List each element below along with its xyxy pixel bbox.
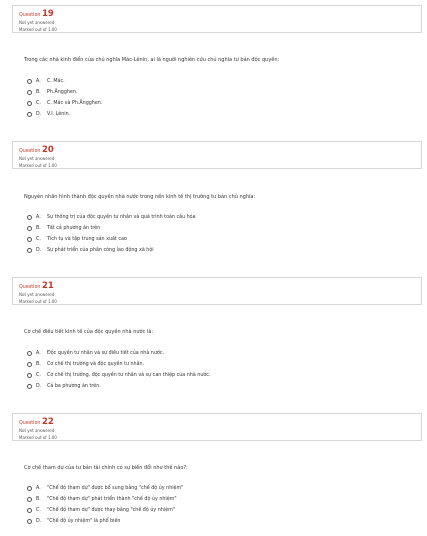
option-letter: B. xyxy=(36,225,41,231)
answer-option-d[interactable] xyxy=(27,110,70,118)
option-text: "Chế độ ủy nhiệm" là phổ biến xyxy=(47,518,121,524)
radio-icon[interactable] xyxy=(27,90,32,95)
radio-icon[interactable] xyxy=(27,508,32,513)
question-label: Question xyxy=(19,285,41,290)
option-letter: D. xyxy=(36,111,42,117)
radio-icon[interactable] xyxy=(27,79,32,84)
question-state: Not yet answered xyxy=(19,292,55,297)
question-grade: Marked out of 1.00 xyxy=(19,299,57,304)
radio-icon[interactable] xyxy=(27,362,32,367)
radio-icon[interactable] xyxy=(27,373,32,378)
question-state: Not yet answered xyxy=(19,428,55,433)
option-text: Sự phát triển của phân công lao động xã hội xyxy=(47,247,154,253)
question-state: Not yet answered xyxy=(19,156,55,161)
question-grade: Marked out of 1.00 xyxy=(19,27,57,32)
answer-option-d[interactable] xyxy=(27,517,120,525)
question-info-box xyxy=(12,5,422,33)
answer-option-c[interactable] xyxy=(27,506,175,514)
answer-option-c[interactable] xyxy=(27,235,127,243)
radio-icon[interactable] xyxy=(27,351,32,356)
answer-option-b[interactable] xyxy=(27,360,144,368)
option-letter: D. xyxy=(36,383,42,389)
option-text: Cơ chế thị trường, độc quyền tư nhân và sự can thiệp của nhà nước. xyxy=(47,372,211,378)
answer-option-b[interactable] xyxy=(27,495,177,503)
option-text: Cả ba phương án trên. xyxy=(47,383,101,389)
radio-icon[interactable] xyxy=(27,519,32,524)
question-number xyxy=(19,9,54,19)
radio-icon[interactable] xyxy=(27,237,32,242)
question-text: Trong các nhà kinh điển của chủ nghĩa Mác-Lênin, ai là người nghiên cứu chủ nghĩa tư bản độc quyền: xyxy=(24,57,280,63)
radio-icon[interactable] xyxy=(27,486,32,491)
option-letter: D. xyxy=(36,247,42,253)
option-text: V.I. Lênin. xyxy=(47,111,71,117)
question-state: Not yet answered xyxy=(19,20,55,25)
option-text: "Chế độ tham dự" phát triển thành "chế độ ủy nhiệm" xyxy=(47,496,177,502)
question-number-value: 20 xyxy=(42,145,54,155)
question-label: Question xyxy=(19,149,41,154)
radio-icon[interactable] xyxy=(27,101,32,106)
option-letter: B. xyxy=(36,361,41,367)
question-number xyxy=(19,145,54,155)
question-info-box xyxy=(12,413,422,441)
option-letter: A. xyxy=(36,485,41,491)
answer-option-a[interactable] xyxy=(27,349,164,357)
answer-option-b[interactable] xyxy=(27,88,77,96)
question-number xyxy=(19,281,54,291)
radio-icon[interactable] xyxy=(27,248,32,253)
option-letter: B. xyxy=(36,496,41,502)
option-letter: A. xyxy=(36,78,41,84)
option-text: C. Mác. xyxy=(47,78,65,84)
answer-option-d[interactable] xyxy=(27,382,101,390)
option-letter: C. xyxy=(36,507,41,513)
option-text: "Chế độ tham dự" được bổ sung bằng "chế độ ủy nhiệm" xyxy=(47,485,184,491)
option-letter: A. xyxy=(36,214,41,220)
option-letter: A. xyxy=(36,350,41,356)
radio-icon[interactable] xyxy=(27,112,32,117)
answer-option-a[interactable] xyxy=(27,213,196,221)
answer-option-a[interactable] xyxy=(27,77,65,85)
question-grade: Marked out of 1.00 xyxy=(19,435,57,440)
answer-option-d[interactable] xyxy=(27,246,154,254)
question-text: Cơ chế điều tiết kinh tế của độc quyền nhà nước là: xyxy=(24,329,154,335)
radio-icon[interactable] xyxy=(27,497,32,502)
option-letter: B. xyxy=(36,89,41,95)
answer-option-b[interactable] xyxy=(27,224,100,232)
radio-icon[interactable] xyxy=(27,384,32,389)
option-text: Độc quyền tư nhân và sự điều tiết của nhà nước. xyxy=(47,350,164,356)
question-number-value: 22 xyxy=(42,417,54,427)
question-label: Question xyxy=(19,13,41,18)
question-number-value: 19 xyxy=(42,9,54,19)
answer-option-c[interactable] xyxy=(27,371,210,379)
question-info-box xyxy=(12,277,422,305)
option-text: Cơ chế thị trường và độc quyền tư nhân. xyxy=(47,361,145,367)
radio-icon[interactable] xyxy=(27,215,32,220)
question-label: Question xyxy=(19,421,41,426)
option-text: C. Mác và Ph.Ăngghen. xyxy=(47,100,103,106)
answer-option-a[interactable] xyxy=(27,484,183,492)
option-text: Tích tụ và tập trung sản xuất cao xyxy=(47,236,127,242)
question-grade: Marked out of 1.00 xyxy=(19,163,57,168)
answer-option-c[interactable] xyxy=(27,99,102,107)
question-text: Cơ chế tham dự của tư bản tài chính có sự biến đổi như thế nào?: xyxy=(24,465,188,471)
option-letter: D. xyxy=(36,518,42,524)
radio-icon[interactable] xyxy=(27,226,32,231)
option-letter: C. xyxy=(36,236,41,242)
option-text: Sự thống trị của độc quyền tư nhân và quá trình toàn cầu hóa xyxy=(47,214,196,220)
option-text: Tất cả phương án trên xyxy=(47,225,101,231)
option-letter: C. xyxy=(36,372,41,378)
option-text: Ph.Ăngghen. xyxy=(47,89,78,95)
question-text: Nguyên nhân hình thành độc quyền nhà nước trong nền kinh tế thị trường tư bản chủ nghĩa: xyxy=(24,194,256,200)
question-info-box xyxy=(12,141,422,169)
option-letter: C. xyxy=(36,100,41,106)
option-text: "Chế độ tham dự" được thay bằng "chế độ ủy nhiệm" xyxy=(47,507,175,513)
question-number xyxy=(19,417,54,427)
question-number-value: 21 xyxy=(42,281,54,291)
